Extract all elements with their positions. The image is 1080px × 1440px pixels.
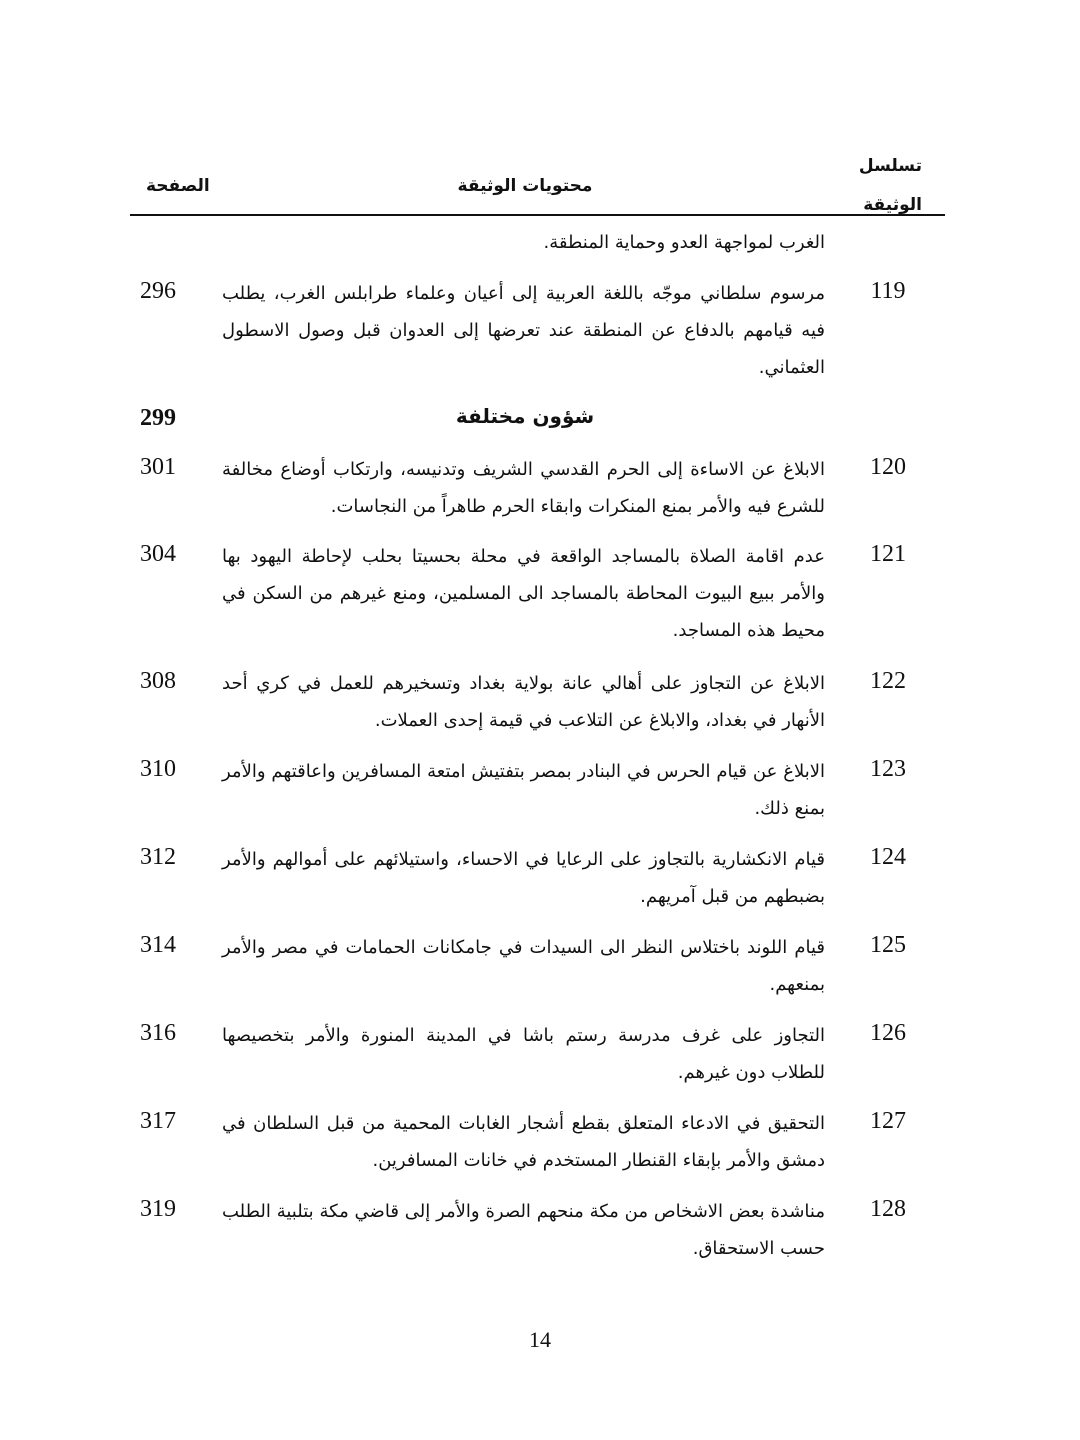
entry-text: التحقيق في الادعاء المتعلق بقطع أشجار الغابات المحمية من قبل السلطان في دمشق والأمر بإبقاء القنطار المستخدم في خانات المسافرين. [222,1113,825,1171]
entry-text: الابلاغ عن التجاوز على أهالي عانة بولاية بغداد وتسخيرهم للعمل في كري أحد الأنهار في بغداد، والابلاغ عن التلاعب في قيمة إحدى العملات. [222,673,825,731]
entry-page: 317 [140,1108,176,1134]
header-sequence-label-2: الوثيقة [863,195,922,215]
entry-seq: 128 [870,1196,906,1222]
header-rule [130,214,945,216]
entry-seq: 122 [870,668,906,694]
continuation-text: الغرب لمواجهة العدو وحماية المنطقة. [543,232,825,253]
entry-seq: 123 [870,756,906,782]
entry-seq: 126 [870,1020,906,1046]
entry-text: قيام الانكشارية بالتجاوز على الرعايا في الاحساء، واستيلائهم على أموالهم والأمر بضبطهم من قبل آمريهم. [222,849,825,907]
entry-page: 310 [140,756,176,782]
entry-seq: 120 [870,454,906,480]
entry-text: الابلاغ عن الاساءة إلى الحرم القدسي الشريف وتدنيسه، وارتكاب أوضاع مخالفة للشرع فيه والأمر بمنع المنكرات وابقاء الحرم طاهراً من النجاسات. [222,459,825,517]
entry-page: 308 [140,668,176,694]
header-page-label: الصفحة [146,176,210,196]
entry-text: مناشدة بعض الاشخاص من مكة منحهم الصرة والأمر إلى قاضي مكة بتلبية الطلب حسب الاستحقاق. [222,1201,825,1259]
entry-page: 312 [140,844,176,870]
entry-text: عدم اقامة الصلاة بالمساجد الواقعة في محلة بحسيتا بحلب لإحاطة اليهود بها والأمر ببيع البيوت المحاطة بالمساجد الى المسلمين، ومنع غيرهم من السكن في محيط هذه المساجد. [222,546,825,641]
header-contents-label: محتويات الوثيقة [457,176,593,196]
entry-page: 319 [140,1196,176,1222]
entry-seq: 124 [870,844,906,870]
entry-seq: 127 [870,1108,906,1134]
footer-page-number: 14 [529,1327,551,1352]
entry-text: قيام اللوند باختلاس النظر الى السيدات في جامكانات الحمامات في مصر والأمر بمنعهم. [222,937,825,995]
entry-text: التجاوز على غرف مدرسة رستم باشا في المدينة المنورة والأمر بتخصيصها للطلاب دون غيرهم. [222,1025,825,1083]
entry-seq: 119 [870,278,906,304]
entry-page: 301 [140,454,176,480]
entry-seq: 125 [870,932,906,958]
entry-page: 314 [140,932,176,958]
section-title: شؤون مختلفة [455,404,595,428]
entry-seq: 121 [870,541,906,567]
entry-page: 316 [140,1020,176,1046]
entry-text: الابلاغ عن قيام الحرس في البنادر بمصر بتفتيش امتعة المسافرين واعاقتهم والأمر بمنع ذلك. [222,761,825,819]
entry-page: 296 [140,278,176,304]
header-sequence-label-1: تسلسل [858,156,922,176]
entry-page: 304 [140,541,176,567]
entry-text: مرسوم سلطاني موجّه باللغة العربية إلى أعيان وعلماء طرابلس الغرب، يطلب فيه قيامهم بالدفاع عن المنطقة عند تعرضها إلى العدوان قبل وصول الاسطول العثماني. [222,283,825,378]
section-page: 299 [140,405,176,431]
